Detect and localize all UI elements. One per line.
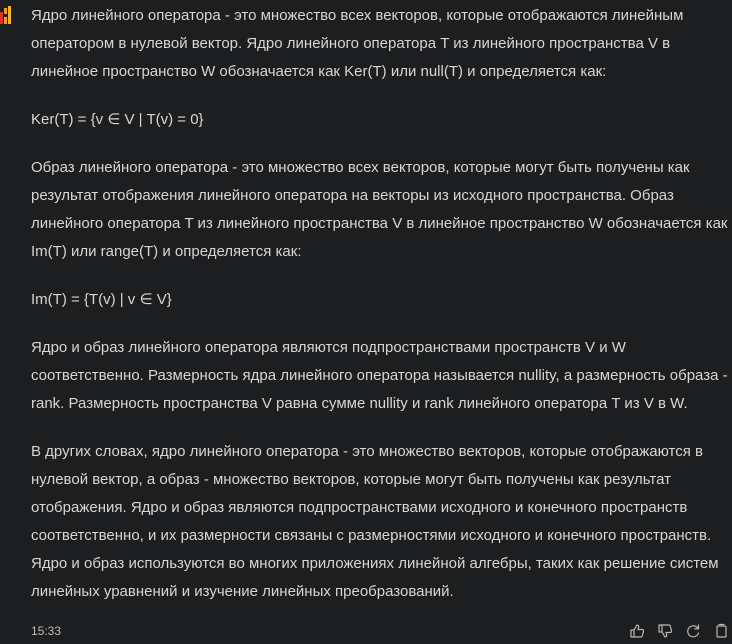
dislike-button[interactable] — [656, 622, 674, 640]
like-button[interactable] — [628, 622, 646, 640]
kernel-formula: Ker(T) = {v ∈ V | T(v) = 0} — [31, 111, 204, 128]
message-paragraph: Образ линейного оператора - это множество всех векторов, которые могут быть получены как результат отображения линейного оператора на векторы из исходного пространства. Образ линейного оператора T из линейного пространства V в линейное пространство W обозначается как Im(T) или range(T) и определяется как: — [31, 159, 728, 260]
thumbs-up-icon — [629, 623, 645, 639]
message-timestamp: 15:33 — [31, 624, 62, 638]
assistant-message — [31, 2, 731, 626]
assistant-avatar — [0, 6, 12, 24]
message-paragraph: Ядро линейного оператора - это множество всех векторов, которые отображаются линейным оператором в нулевой вектор. Ядро линейного оператора T из линейного пространства V в линейное пространство W обозначается как Ker(T) или null(T) и определяется как: — [31, 7, 684, 80]
image-formula: Im(T) = {T(v) | v ∈ V} — [31, 291, 172, 308]
copy-button[interactable] — [712, 622, 730, 640]
message-footer — [0, 618, 732, 644]
message-paragraph: Ядро и образ линейного оператора являются подпространствами пространств V и W соответственно. Размерность ядра линейного оператора называется nullity, а размерность образа - rank. Размерность пространства V равна сумме nullity и rank линейного оператора T из V в W. — [31, 339, 728, 412]
message-actions — [628, 622, 730, 640]
assistant-logo-icon — [0, 6, 12, 24]
thumbs-down-icon — [657, 623, 673, 639]
regenerate-button[interactable] — [684, 622, 702, 640]
copy-icon — [713, 623, 729, 639]
message-paragraph: В других словах, ядро линейного оператора - это множество векторов, которые отображаются в нулевой вектор, а образ - множество векторов, которые могут быть получены как результат отображения. Ядро и образ являются подпространствами исходного и конечного пространств соответственно, и их размерности связаны с размерностями исходного и конечного пространств. Ядро и образ используются во многих приложениях линейной алгебры, таких как решение систем линейных уравнений и изучение линейных преобразований. — [31, 443, 719, 600]
refresh-icon — [685, 623, 701, 639]
